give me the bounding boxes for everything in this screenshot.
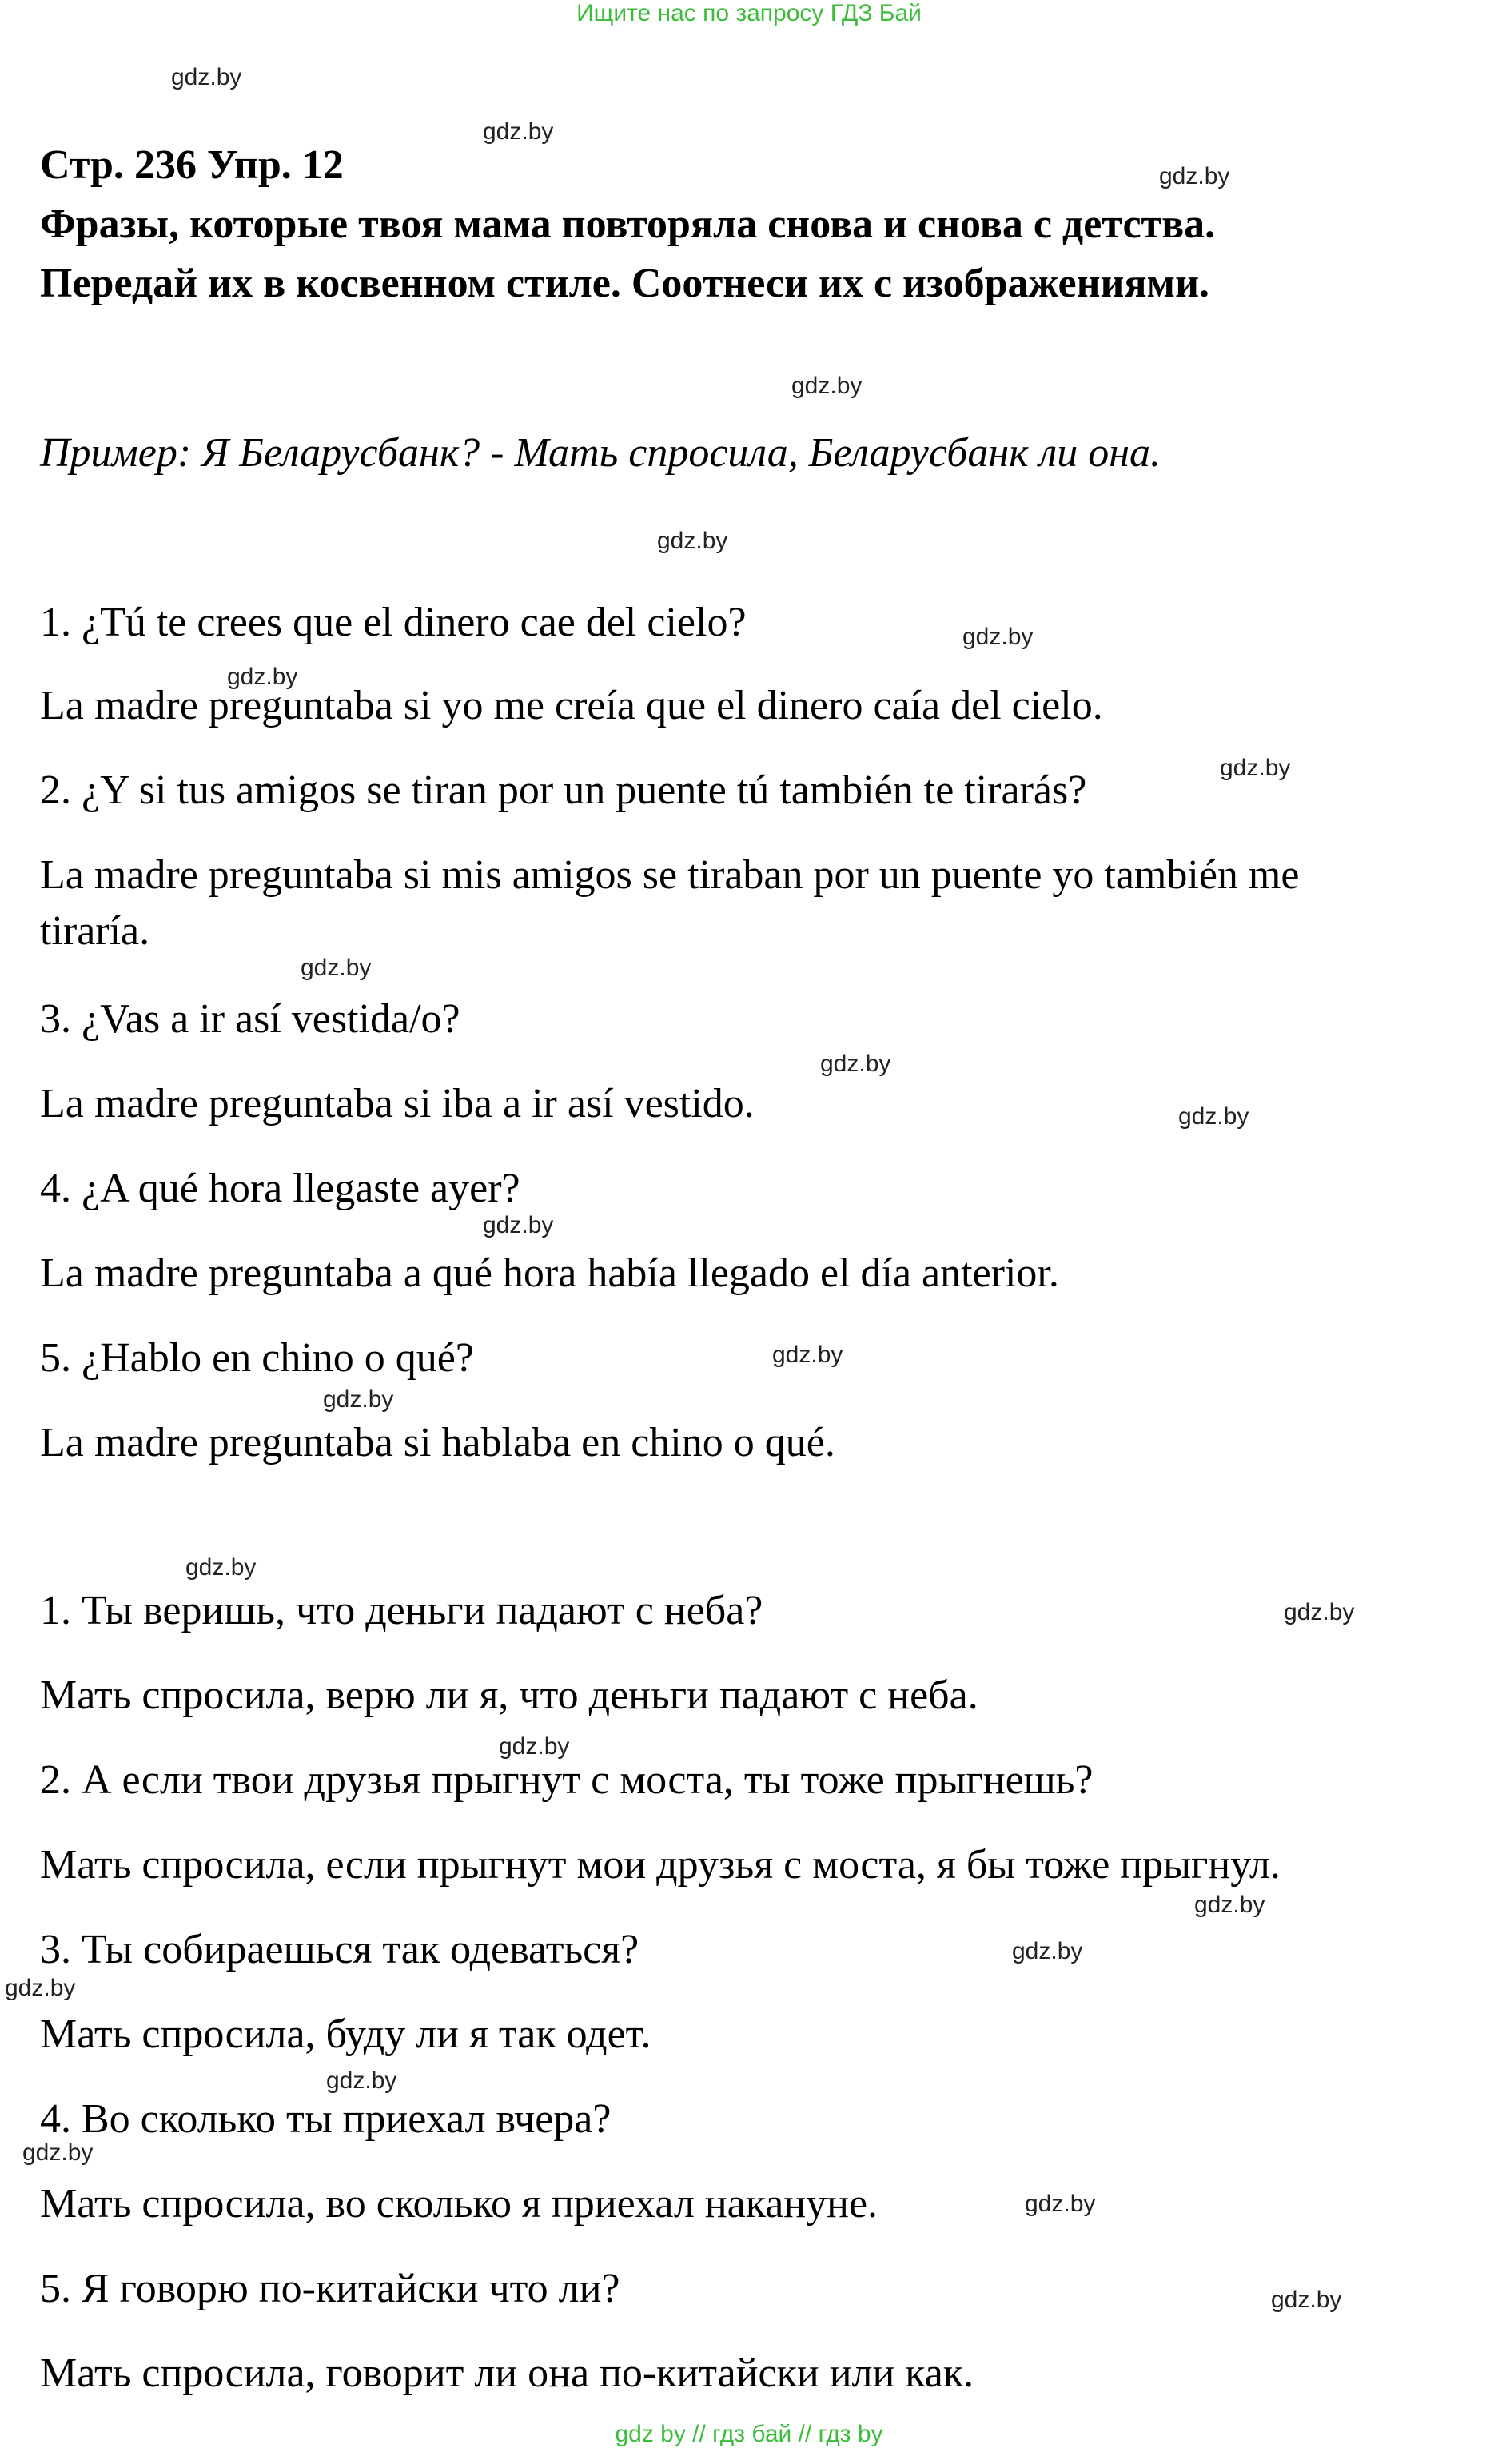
spanish-answer-3: La madre preguntaba si iba a ir así vestido. xyxy=(40,1081,755,1126)
russian-answer-2: Мать спросила, если прыгнут мои друзья с моста, я бы тоже прыгнул. xyxy=(40,1842,1281,1888)
spanish-question-4: 4. ¿A qué hora llegaste ayer? xyxy=(40,1166,520,1211)
watermark: gdz.by xyxy=(5,1975,76,2001)
watermark: gdz.by xyxy=(227,664,298,690)
watermark: gdz.by xyxy=(171,64,242,90)
russian-question-2: 2. А если твои друзья прыгнут с моста, ты тоже прыгнешь? xyxy=(40,1757,1094,1803)
russian-answer-5: Мать спросила, говорит ли она по-китайски или как. xyxy=(40,2350,974,2396)
watermark: gdz.by xyxy=(962,624,1034,650)
russian-answer-1: Мать спросила, верю ли я, что деньги падают с неба. xyxy=(40,1673,978,1718)
spanish-answer-2: La madre preguntaba si mis amigos se tiraban por un puente yo también me xyxy=(40,852,1300,898)
russian-question-3: 3. Ты собираешься так одеваться? xyxy=(40,1927,639,1972)
top-banner: Ищите нас по запросу ГДЗ Бай xyxy=(576,0,922,26)
watermark: gdz.by xyxy=(185,1554,257,1581)
watermark: gdz.by xyxy=(1284,1599,1355,1625)
russian-answer-4: Мать спросила, во сколько я приехал накануне. xyxy=(40,2181,878,2227)
watermark: gdz.by xyxy=(301,955,372,981)
watermark: gdz.by xyxy=(791,373,863,399)
spanish-answer-2-continued: tiraría. xyxy=(40,908,150,954)
exercise-reference: Стр. 236 Упр. 12 xyxy=(40,142,344,188)
watermark: gdz.by xyxy=(483,1212,554,1238)
watermark: gdz.by xyxy=(1178,1103,1249,1130)
spanish-question-1: 1. ¿Tú te crees que el dinero cae del cielo? xyxy=(40,600,747,645)
spanish-answer-1: La madre preguntaba si yo me creía que el dinero caía del cielo. xyxy=(40,683,1103,728)
russian-question-4: 4. Во сколько ты приехал вчера? xyxy=(40,2096,612,2142)
watermark: gdz.by xyxy=(1271,2287,1342,2313)
russian-answer-3: Мать спросила, буду ли я так одет. xyxy=(40,2011,651,2057)
spanish-answer-4: La madre preguntaba a qué hora había llegado el día anterior. xyxy=(40,1250,1059,1296)
watermark: gdz.by xyxy=(1012,1938,1083,1964)
watermark: gdz.by xyxy=(1025,2191,1096,2217)
exercise-title-line-2: Передай их в косвенном стиле. Соотнеси их с изображениями. xyxy=(40,261,1210,306)
spanish-question-5: 5. ¿Hablo en chino o qué? xyxy=(40,1335,474,1381)
watermark: gdz.by xyxy=(499,1733,570,1760)
footer-watermark: gdz by // гдз бай // гдз by xyxy=(615,2421,883,2447)
example-line: Пример: Я Беларусбанк? - Мать спросила, Беларусбанк ли она. xyxy=(40,430,1161,476)
watermark: gdz.by xyxy=(483,118,554,145)
watermark: gdz.by xyxy=(1159,163,1230,189)
watermark: gdz.by xyxy=(820,1051,891,1077)
watermark: gdz.by xyxy=(323,1386,394,1413)
watermark: gdz.by xyxy=(1220,755,1291,781)
watermark: gdz.by xyxy=(1194,1892,1265,1918)
russian-question-5: 5. Я говорю по-китайски что ли? xyxy=(40,2266,620,2311)
watermark: gdz.by xyxy=(22,2139,94,2166)
watermark: gdz.by xyxy=(657,528,728,554)
spanish-answer-5: La madre preguntaba si hablaba en chino o qué. xyxy=(40,1420,835,1465)
russian-question-1: 1. Ты веришь, что деньги падают с неба? xyxy=(40,1588,763,1633)
watermark: gdz.by xyxy=(326,2067,397,2094)
spanish-question-2: 2. ¿Y si tus amigos se tiran por un puente tú también te tirarás? xyxy=(40,768,1087,813)
watermark: gdz.by xyxy=(772,1342,843,1368)
exercise-title-line-1: Фразы, которые твоя мама повторяла снова и снова с детства. xyxy=(40,201,1216,247)
spanish-question-3: 3. ¿Vas a ir así vestida/o? xyxy=(40,996,460,1042)
